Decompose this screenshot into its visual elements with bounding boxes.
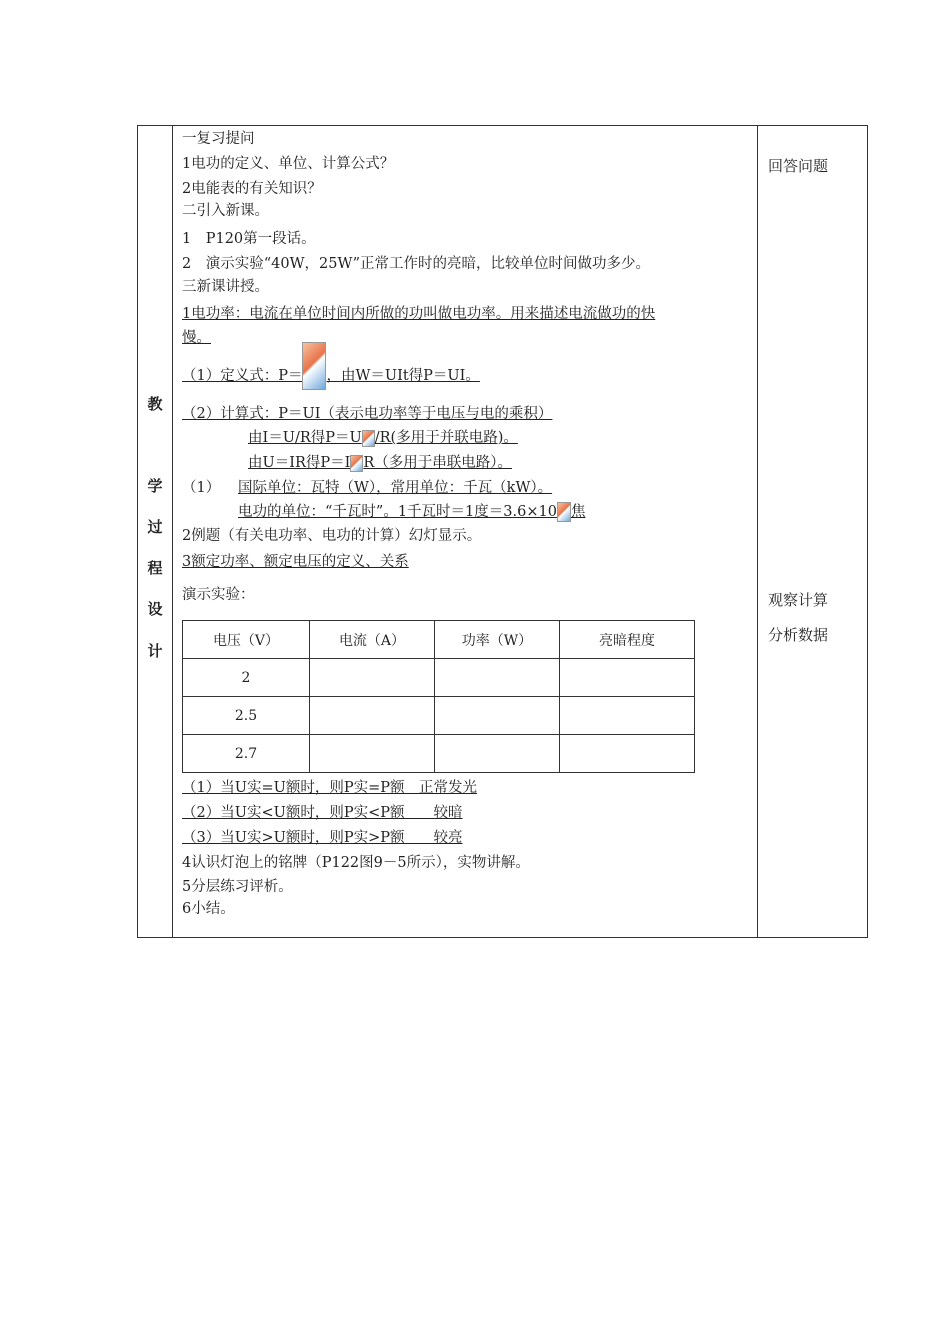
rated-power-heading: 3额定功率、额定电压的定义、关系	[182, 554, 409, 570]
new-lesson-heading: 三新课讲授。	[182, 279, 269, 295]
table-cell: 2.5	[183, 697, 310, 735]
review-q2: 2电能表的有关知识？	[182, 181, 322, 197]
review-heading: 一复习提问	[182, 131, 255, 147]
summary-line: 6小结。	[182, 901, 235, 917]
activity-analyze: 分析数据	[768, 626, 829, 644]
si-unit: 国际单位：瓦特（W），常用单位：千瓦（kW）。	[238, 480, 553, 496]
side-label-char: 过	[147, 518, 163, 536]
intro-heading: 二引入新课。	[182, 203, 269, 219]
column-divider	[757, 126, 758, 937]
power-definition: 1电功率：电流在单位时间内所做的功叫做电功率。用来描述电流做功的快	[182, 306, 656, 322]
side-label-char: 设	[147, 600, 163, 618]
condition-normal: （1）当U实=U额时，则P实=P额 正常发光	[182, 780, 477, 796]
unit-number: （1）	[182, 480, 221, 496]
lesson-table	[137, 125, 868, 938]
energy-unit: 电功的单位：“千瓦时”。1千瓦时＝1度＝3.6×10 焦	[238, 504, 586, 520]
condition-dim: （2）当U实<U额时，则P实<P额 较暗	[182, 805, 463, 821]
power-definition-cont: 慢。	[182, 330, 211, 346]
formula-definition: （1）定义式：P＝ ，由W＝UIt得P＝UI。	[182, 362, 480, 390]
formula-parallel: 由I＝U/R得P＝U /R(多用于并联电路)。	[248, 430, 518, 446]
table-cell	[560, 659, 695, 697]
side-label-char: 教	[147, 395, 163, 413]
exponent-image	[350, 455, 363, 472]
table-header: 亮暗程度	[560, 621, 695, 659]
table-row	[183, 735, 695, 773]
formula-calculation: （2）计算式：P＝UI（表示电功率等于电压与电的乘积）	[182, 406, 553, 422]
activity-answer: 回答问题	[768, 157, 829, 175]
table-cell	[310, 659, 435, 697]
review-q1: 1电功的定义、单位、计算公式？	[182, 156, 395, 172]
table-header: 电压（V）	[183, 621, 310, 659]
formula-image	[302, 342, 326, 390]
table-header: 功率（W）	[435, 621, 560, 659]
table-header-row	[183, 621, 695, 659]
example-line: 2例题（有关电功率、电功的计算）幻灯显示。	[182, 528, 482, 544]
nameplate-line: 4认识灯泡上的铭牌（P122图9－5所示），实物讲解。	[182, 855, 530, 871]
table-header: 电流（A）	[310, 621, 435, 659]
intro-item-1: 1 P120第一段话。	[182, 231, 316, 247]
table-cell	[435, 735, 560, 773]
exponent-image	[557, 502, 571, 522]
demo-label: 演示实验：	[182, 587, 255, 603]
table-cell	[435, 659, 560, 697]
table-cell	[560, 697, 695, 735]
section-label-column	[138, 126, 172, 937]
table-cell	[435, 697, 560, 735]
experiment-table	[182, 620, 695, 773]
table-cell: 2	[183, 659, 310, 697]
table-cell	[310, 735, 435, 773]
side-label-char: 程	[147, 559, 163, 577]
formula-series: 由U＝IR得P＝I R（多用于串联电路）。	[248, 455, 513, 471]
condition-bright: （3）当U实>U额时，则P实>P额 较亮	[182, 830, 463, 846]
column-divider	[172, 126, 173, 937]
table-row	[183, 659, 695, 697]
exponent-image	[362, 430, 375, 447]
side-label-char: 计	[147, 642, 163, 660]
table-row	[183, 697, 695, 735]
side-label-char: 学	[147, 477, 163, 495]
activity-observe: 观察计算	[768, 591, 829, 609]
table-cell: 2.7	[183, 735, 310, 773]
table-cell	[560, 735, 695, 773]
practice-line: 5分层练习评析。	[182, 879, 293, 895]
table-cell	[310, 697, 435, 735]
intro-item-2: 2 演示实验“40W，25W”正常工作时的亮暗，比较单位时间做功多少。	[182, 256, 651, 272]
